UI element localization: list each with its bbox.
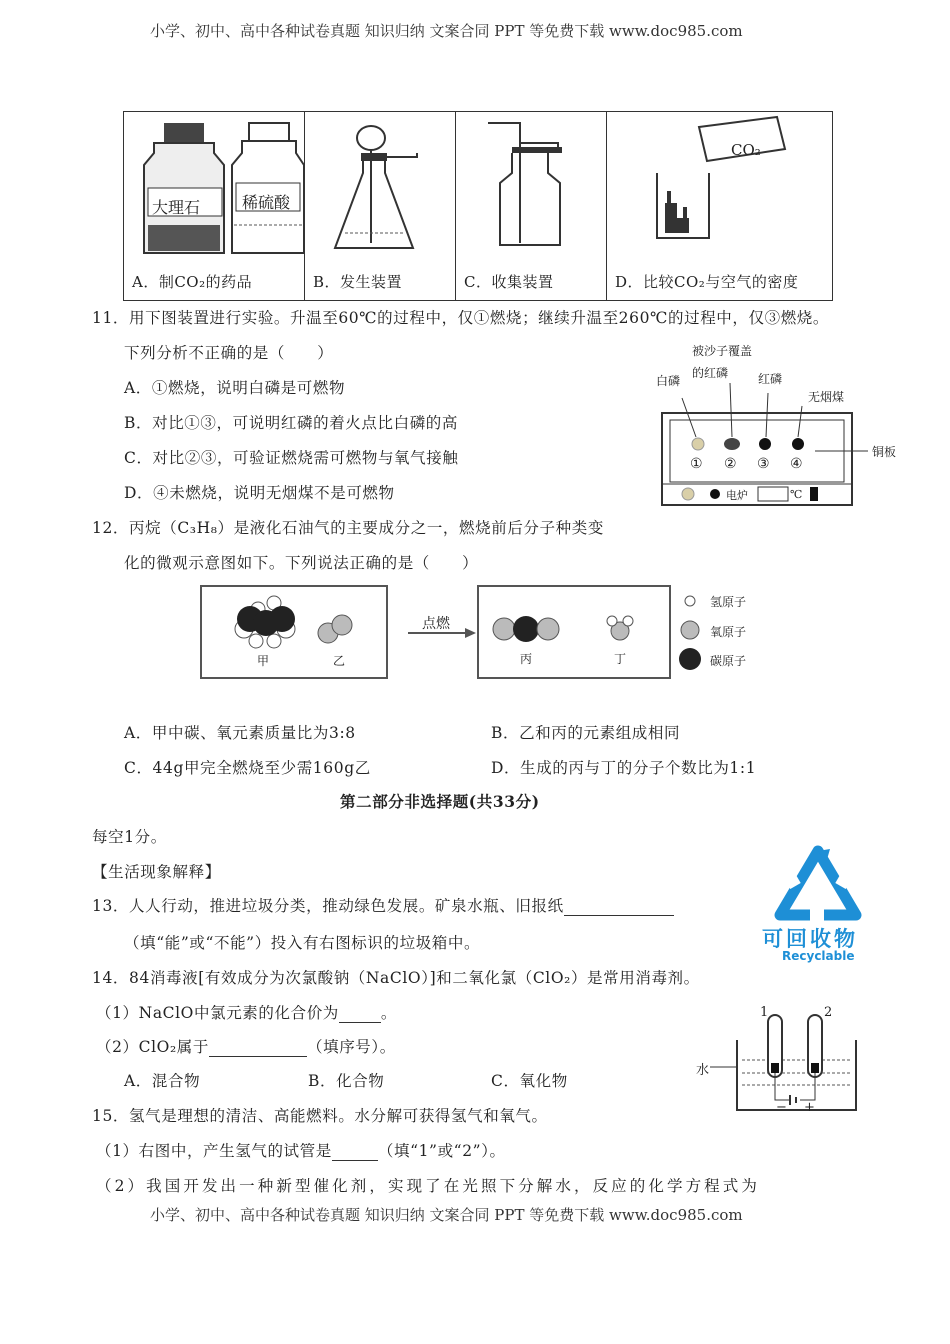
q12-option-c: C．44g甲完全燃烧至少需160g乙 bbox=[124, 759, 371, 777]
generator-apparatus-image bbox=[305, 113, 455, 264]
caption-a: A．制CO₂的药品 bbox=[132, 273, 253, 291]
q14-part1-blank[interactable] bbox=[339, 1004, 381, 1023]
number-4: ④ bbox=[790, 456, 803, 472]
negative-pole: − bbox=[776, 1100, 787, 1115]
bing-label: 丙 bbox=[520, 652, 533, 666]
copper-plate-label: 铜板 bbox=[872, 445, 897, 459]
recyclable-logo bbox=[760, 845, 880, 967]
legend-carbon: 碳原子 bbox=[710, 654, 747, 668]
q12-option-d: D．生成的丙与丁的分子个数比为1:1 bbox=[491, 759, 757, 777]
q14-option-a: A．混合物 bbox=[124, 1072, 201, 1090]
apparatus-cell-a bbox=[124, 112, 305, 301]
caption-b: B．发生装置 bbox=[313, 273, 403, 291]
q13-line-1 bbox=[92, 894, 674, 916]
positive-pole: + bbox=[804, 1100, 815, 1115]
electrolysis-figure bbox=[690, 1005, 865, 1120]
covered-label: 被沙子覆盖 bbox=[692, 344, 753, 358]
q14-part2-text-a: （2）ClO₂属于 bbox=[96, 1038, 209, 1056]
q12-stem-1: 12．丙烷（C₃H₈）是液化石油气的主要成分之一，燃烧前后分子种类变 bbox=[92, 519, 604, 537]
caption-d: D．比较CO₂与空气的密度 bbox=[615, 273, 799, 291]
co2-bottle-label: CO₂ bbox=[731, 141, 761, 159]
combustion-figure bbox=[640, 338, 910, 510]
jia-label: 甲 bbox=[257, 654, 270, 668]
q13-line-2: （填“能”或“不能”）投入有右图标识的垃圾箱中。 bbox=[124, 934, 481, 952]
collection-bottle-image bbox=[456, 113, 606, 264]
page-header: 小学、初中、高中各种试卷真题 知识归纳 文案合同 PPT 等免费下载 www.doc985.com bbox=[150, 22, 743, 40]
reagent-bottles-image bbox=[124, 113, 304, 264]
part2-title: 第二部分非选择题(共33分) bbox=[340, 792, 540, 811]
co2-candle-image bbox=[607, 113, 832, 264]
q15-stem: 15．氢气是理想的清洁、高能燃料。水分解可获得氢气和氧气。 bbox=[92, 1107, 548, 1125]
apparatus-table bbox=[123, 111, 833, 301]
caption-c: C．收集装置 bbox=[464, 273, 554, 291]
recyclable-en: Recyclable bbox=[782, 949, 855, 963]
q11-prompt: 下列分析不正确的是（ ） bbox=[124, 344, 334, 362]
red-phosphorus-label: 红磷 bbox=[758, 372, 783, 386]
q12-option-a: A．甲中碳、氧元素质量比为3:8 bbox=[124, 724, 356, 742]
apparatus-cell-c bbox=[456, 112, 607, 301]
q11-option-d: D．④未燃烧，说明无烟煤不是可燃物 bbox=[124, 484, 395, 502]
q15-part1 bbox=[96, 1139, 506, 1161]
apparatus-cell-b bbox=[305, 112, 456, 301]
recycle-icon bbox=[760, 845, 880, 925]
q15-part1-blank[interactable] bbox=[332, 1142, 378, 1161]
number-1: ① bbox=[690, 456, 703, 472]
q14-stem: 14．84消毒液[有效成分为次氯酸钠（NaClO）]和二氧化氯（ClO₂）是常用消毒剂。 bbox=[92, 969, 700, 987]
q12-option-b: B．乙和丙的元素组成相同 bbox=[491, 724, 681, 742]
q11-option-c: C．对比②③，可验证燃烧需可燃物与氧气接触 bbox=[124, 449, 459, 467]
ignite-label: 点燃 bbox=[422, 616, 450, 632]
q14-part2-text-b: （填序号）。 bbox=[307, 1038, 396, 1056]
section-title: 【生活现象解释】 bbox=[92, 863, 221, 881]
q15-part1-text-b: （填“1”或“2”）。 bbox=[377, 1142, 506, 1160]
q11-option-b: B．对比①③，可说明红磷的着火点比白磷的高 bbox=[124, 414, 458, 432]
apparatus-cell-d bbox=[607, 112, 833, 301]
coal-label: 无烟煤 bbox=[808, 390, 845, 404]
dilute-acid-label: 稀硫酸 bbox=[242, 193, 291, 212]
yi-label: 乙 bbox=[333, 654, 346, 668]
part2-note: 每空1分。 bbox=[92, 828, 167, 846]
q14-part2 bbox=[96, 1035, 396, 1057]
temp-unit: ℃ bbox=[790, 488, 803, 501]
q11-option-a: A．①燃烧，说明白磷是可燃物 bbox=[124, 379, 346, 397]
stove-label: 电炉 bbox=[726, 489, 748, 502]
white-phosphorus-label: 白磷 bbox=[656, 374, 681, 388]
q14-option-c: C．氧化物 bbox=[491, 1072, 568, 1090]
legend-oxygen: 氧原子 bbox=[710, 625, 747, 639]
tube-1-label: 1 bbox=[760, 1005, 769, 1020]
q12-stem-2: 化的微观示意图如下。下列说法正确的是（ ） bbox=[124, 554, 479, 572]
q13-answer-blank[interactable] bbox=[564, 897, 674, 916]
covered-label-2: 的红磷 bbox=[692, 366, 729, 380]
q15-part1-text-a: （1）右图中，产生氢气的试管是 bbox=[96, 1142, 332, 1160]
marble-label: 大理石 bbox=[152, 198, 201, 217]
q15-part2: （2）我国开发出一种新型催化剂，实现了在光照下分解水，反应的化学方程式为 bbox=[96, 1177, 760, 1195]
water-label: 水 bbox=[696, 1063, 710, 1078]
ding-label: 丁 bbox=[614, 652, 627, 666]
recyclable-cn: 可回收物 bbox=[762, 927, 858, 951]
number-2: ② bbox=[724, 456, 737, 472]
tube-2-label: 2 bbox=[824, 1005, 833, 1020]
q14-part1-text: （1）NaClO中氯元素的化合价为 bbox=[96, 1004, 339, 1022]
page-footer: 小学、初中、高中各种试卷真题 知识归纳 文案合同 PPT 等免费下载 www.doc985.com bbox=[150, 1206, 743, 1224]
number-3: ③ bbox=[757, 456, 770, 472]
q11-stem: 11．用下图装置进行实验。升温至60℃的过程中，仅①燃烧；继续升温至260℃的过程中，仅③燃烧。 bbox=[92, 309, 830, 327]
q14-part1: （1）NaClO中氯元素的化合价为 。 bbox=[96, 1004, 397, 1022]
molecule-figure bbox=[200, 583, 760, 683]
q14-option-b: B．化合物 bbox=[308, 1072, 385, 1090]
legend-hydrogen: 氢原子 bbox=[710, 595, 747, 609]
q14-part2-blank[interactable] bbox=[209, 1038, 307, 1057]
q13-text-1: 13．人人行动，推进垃圾分类，推动绿色发展。矿泉水瓶、旧报纸 bbox=[92, 897, 564, 915]
